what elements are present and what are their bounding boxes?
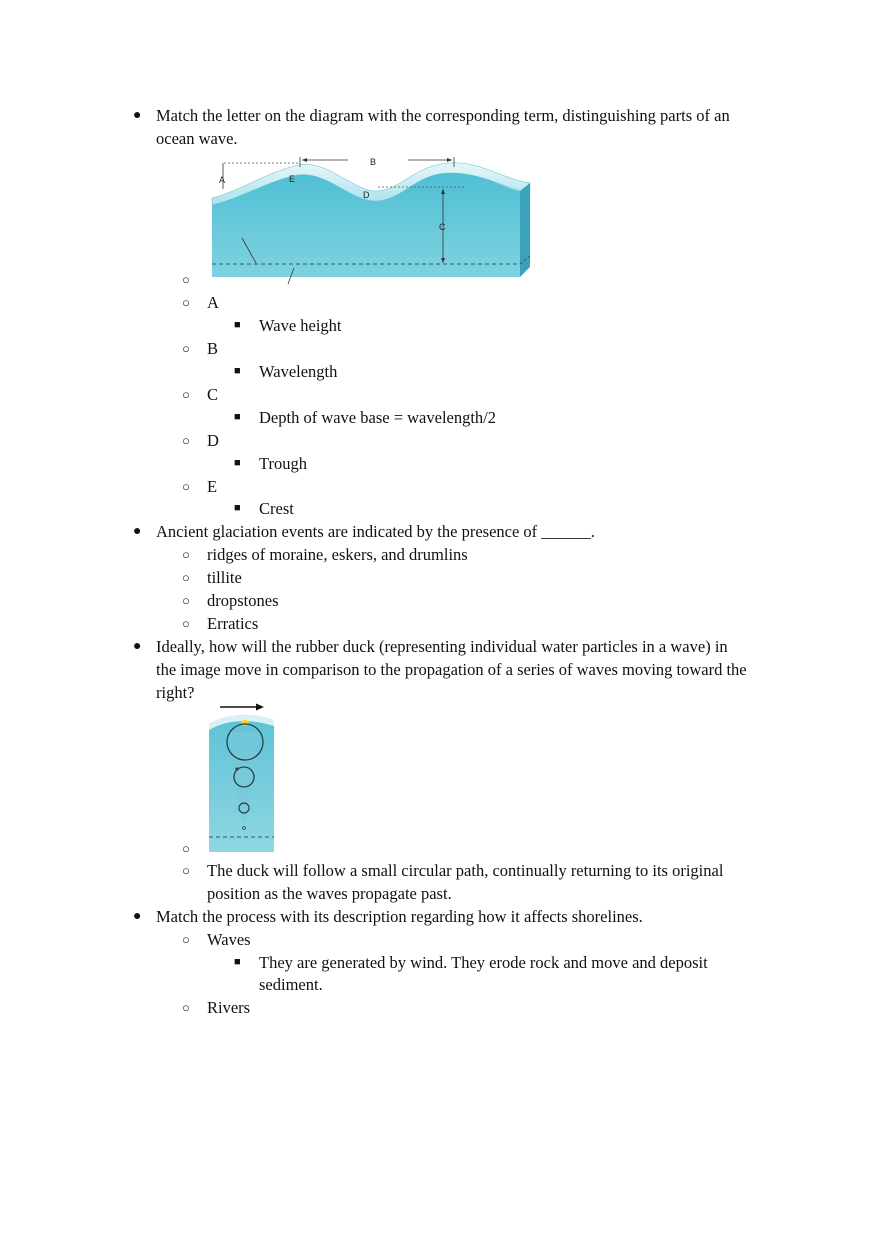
question-3-prompt: Ideally, how will the rubber duck (representing individual water particles in a wave) in xyxy=(156,637,728,656)
match-term-c: Depth of wave base = wavelength/2 xyxy=(259,408,497,427)
process-rivers: Rivers xyxy=(207,998,251,1017)
match-key-d: D xyxy=(207,431,219,450)
question-1-prompt: Match the letter on the diagram with the corresponding term, distinguishing parts of an xyxy=(156,106,730,125)
rubber-duck-icon xyxy=(241,720,249,726)
question-3-prompt-cont: right? xyxy=(156,683,195,702)
square-bullet-glyph: ■ xyxy=(234,411,241,423)
label-d: D xyxy=(363,190,370,200)
match-term-b: Wavelength xyxy=(259,362,338,381)
sub-bullet-glyph: ○ xyxy=(182,616,190,631)
sub-bullet-glyph: ○ xyxy=(182,547,190,562)
match-key-b: B xyxy=(207,339,219,358)
label-b: B xyxy=(370,157,377,167)
square-bullet-glyph: ■ xyxy=(234,956,241,968)
match-key-c: C xyxy=(207,385,219,404)
process-waves-description: They are generated by wind. They erode rock and move and deposit xyxy=(259,953,708,972)
sub-bullet-glyph: ○ xyxy=(182,841,190,856)
match-term-d: Trough xyxy=(259,454,307,473)
answer-option: Erratics xyxy=(207,614,259,633)
rubber-duck-orbit-diagram xyxy=(208,702,276,854)
sub-bullet-glyph: ○ xyxy=(182,295,190,310)
bullet-glyph: ● xyxy=(133,639,142,654)
water-body xyxy=(212,173,520,277)
answer-option: tillite xyxy=(207,568,242,587)
sub-bullet-glyph: ○ xyxy=(182,387,190,402)
match-key-e: E xyxy=(207,477,218,496)
question-3-answer-cont: position as the waves propagate past. xyxy=(207,884,452,903)
match-term-a: Wave height xyxy=(259,316,342,335)
sub-bullet-glyph: ○ xyxy=(182,479,190,494)
sub-bullet-glyph: ○ xyxy=(182,863,190,878)
process-waves: Waves xyxy=(207,930,251,949)
label-c: C xyxy=(439,222,446,232)
question-3-answer: The duck will follow a small circular path, continually returning to its original xyxy=(207,861,724,880)
question-1-prompt-cont: ocean wave. xyxy=(156,129,238,148)
sub-bullet-glyph: ○ xyxy=(182,932,190,947)
label-e: E xyxy=(289,174,296,184)
answer-option: ridges of moraine, eskers, and drumlins xyxy=(207,545,468,564)
bullet-glyph: ● xyxy=(133,909,142,924)
ocean-wave-diagram xyxy=(210,153,532,287)
match-key-a: A xyxy=(207,293,219,312)
match-term-e: Crest xyxy=(259,499,294,518)
label-a: A xyxy=(219,175,226,185)
sub-bullet-glyph: ○ xyxy=(182,341,190,356)
square-bullet-glyph: ■ xyxy=(234,319,241,331)
question-3-prompt-cont: the image move in comparison to the propagation of a series of waves moving toward the xyxy=(156,660,747,679)
question-2-prompt: Ancient glaciation events are indicated by the presence of ______. xyxy=(156,522,595,541)
sub-bullet-glyph: ○ xyxy=(182,570,190,585)
answer-option: dropstones xyxy=(207,591,279,610)
bullet-glyph: ● xyxy=(133,524,142,539)
square-bullet-glyph: ■ xyxy=(234,502,241,514)
sub-bullet-glyph: ○ xyxy=(182,433,190,448)
sub-bullet-glyph: ○ xyxy=(182,272,190,287)
square-bullet-glyph: ■ xyxy=(234,457,241,469)
bullet-glyph: ● xyxy=(133,108,142,123)
sub-bullet-glyph: ○ xyxy=(182,593,190,608)
process-waves-description-cont: sediment. xyxy=(259,975,323,994)
question-4-prompt: Match the process with its description regarding how it affects shorelines. xyxy=(156,907,643,926)
square-bullet-glyph: ■ xyxy=(234,365,241,377)
sub-bullet-glyph: ○ xyxy=(182,1000,190,1015)
